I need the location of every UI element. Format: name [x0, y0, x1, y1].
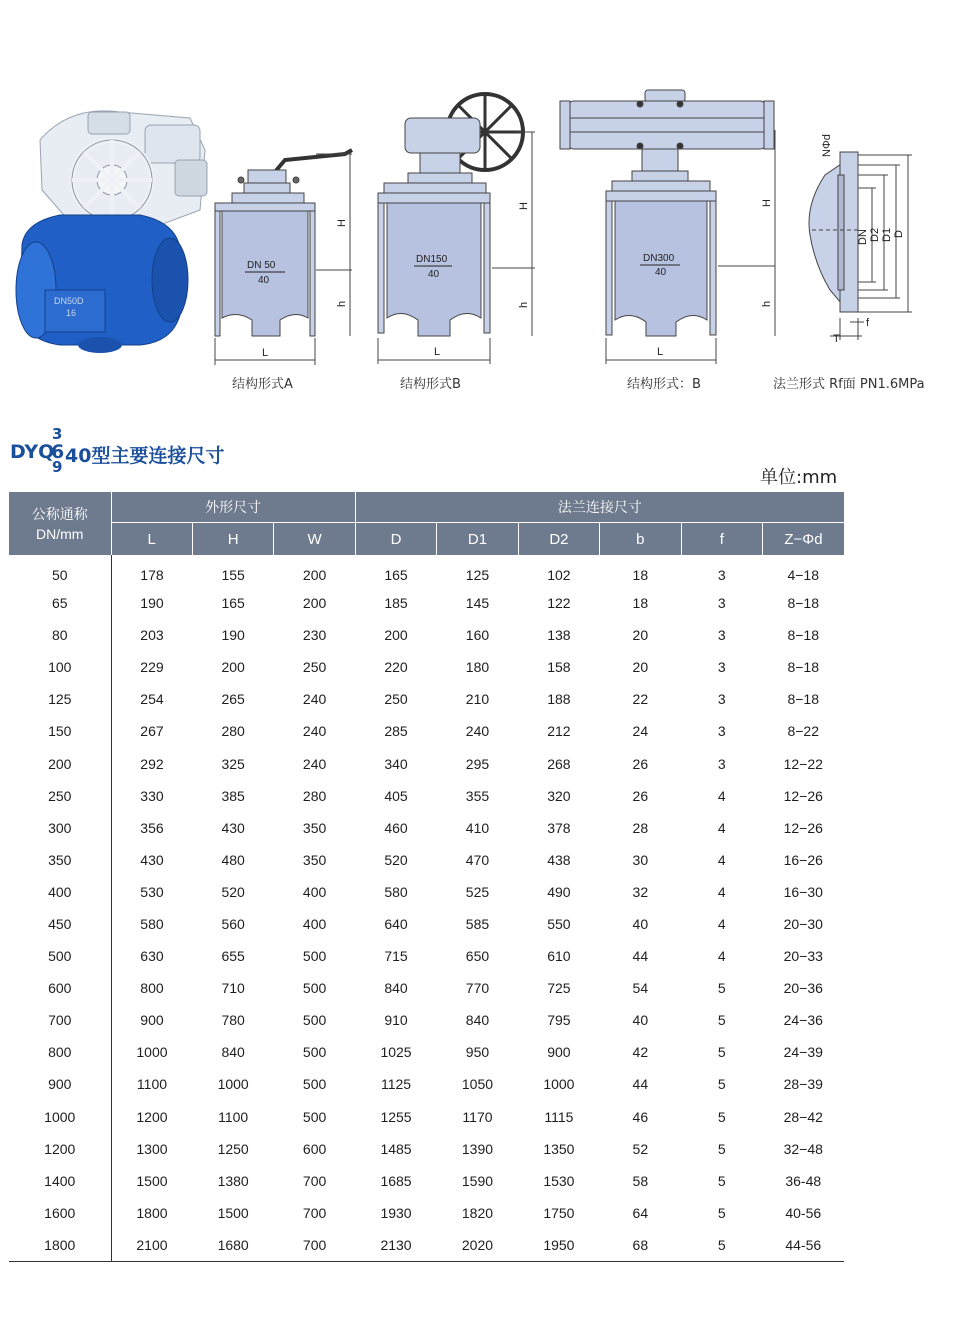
table-cell: 4 [717, 819, 726, 836]
table-cell: 3 [717, 627, 726, 644]
table-cell: 1000 [217, 1076, 249, 1093]
table-cell: 1115 [544, 1108, 574, 1125]
table-cell: 18 [632, 567, 649, 583]
table-cell: 44 [632, 948, 649, 965]
table-cell: 229 [140, 659, 164, 676]
table-row [9, 555, 844, 587]
table-cell: 3 [717, 755, 726, 772]
cell-dn: 900 [9, 1068, 111, 1100]
table-cell: 560 [221, 915, 245, 932]
table-cell: 1500 [217, 1204, 249, 1221]
table-cell: 3 [717, 723, 726, 740]
table-cell: 200 [302, 567, 327, 583]
flange-dn: DN [857, 229, 869, 245]
table-cell: 3 [717, 595, 726, 612]
table-cell: 655 [221, 948, 245, 965]
drawing-structure-b [378, 94, 535, 364]
table-cell: 840 [384, 980, 408, 997]
table-cell: 20−36 [783, 980, 823, 997]
table-cell: 1680 [192, 1229, 273, 1262]
table-cell: 700 [302, 1204, 327, 1221]
table-row [9, 908, 844, 940]
table-cell: 68 [600, 1229, 681, 1262]
table-cell: 725 [547, 980, 571, 997]
table-cell: 520 [384, 851, 408, 868]
table-cell: 188 [547, 691, 571, 708]
table-cell: 356 [140, 819, 164, 836]
table-row [9, 747, 844, 779]
table-cell: 280 [302, 787, 327, 804]
dim-b-h: h [518, 301, 530, 308]
cell-dn: 450 [9, 908, 111, 940]
table-cell: 5 [717, 1012, 726, 1029]
table-cell: 355 [465, 787, 490, 804]
table-cell: 295 [465, 755, 490, 772]
table-cell: 550 [547, 915, 571, 932]
table-cell: 1100 [218, 1108, 249, 1125]
dim-a-h: h [336, 300, 348, 307]
table-row [9, 1004, 844, 1036]
drawing-structure-a [215, 150, 352, 365]
cell-dn: 400 [9, 876, 111, 908]
flange-d: D [893, 230, 905, 238]
table-cell: 165 [221, 595, 245, 612]
table-cell: 20−33 [783, 948, 823, 965]
table-cell: 24−36 [783, 1012, 823, 1029]
table-row [9, 1101, 844, 1133]
table-cell: 138 [547, 627, 571, 644]
table-row [9, 619, 844, 651]
table-cell: 16−26 [783, 851, 823, 868]
dim-c-H: H [761, 199, 773, 207]
flange-n-phi-d: NΦd [821, 134, 833, 157]
table-cell: 2100 [111, 1229, 192, 1262]
table-cell: 1685 [380, 1172, 412, 1189]
table-cell: 240 [302, 755, 327, 772]
table-cell: 36-48 [785, 1172, 822, 1189]
table-cell: 1125 [380, 1076, 412, 1093]
flange-f: f [866, 317, 870, 329]
table-cell: 26 [632, 787, 649, 804]
table-cell: 5 [717, 1108, 726, 1125]
table-cell: 5 [717, 1044, 726, 1061]
dim-b-L: L [434, 346, 441, 358]
table-cell: 178 [140, 567, 164, 583]
cell-dn: 80 [9, 619, 111, 651]
table-cell: 12−22 [783, 755, 823, 772]
table-cell: 525 [465, 883, 490, 900]
table-cell: 165 [384, 567, 408, 583]
table-cell: 200 [302, 595, 327, 612]
table-cell: 155 [221, 567, 245, 583]
table-cell: 240 [302, 723, 327, 740]
table-cell: 8−18 [787, 595, 820, 612]
table-cell: 212 [547, 723, 571, 740]
table-cell: 28−39 [783, 1076, 823, 1093]
table-cell: 8−18 [787, 627, 820, 644]
cell-dn: 300 [9, 812, 111, 844]
table-cell: 710 [221, 980, 245, 997]
cell-dn: 125 [9, 683, 111, 715]
table-cell: 1200 [136, 1108, 168, 1125]
table-cell: 470 [465, 851, 490, 868]
table-cell: 2130 [355, 1229, 436, 1262]
table-cell: 4−18 [787, 567, 820, 583]
table-cell: 210 [465, 691, 490, 708]
table-cell: 64 [632, 1204, 649, 1221]
table-cell: 350 [302, 819, 327, 836]
table-row [9, 972, 844, 1004]
title-stack-bottom: 9 [52, 458, 63, 476]
table-cell: 58 [632, 1172, 649, 1189]
col-header: Z−Φd [763, 523, 845, 556]
table-cell: 340 [384, 755, 408, 772]
table-cell: 28 [632, 819, 649, 836]
cell-dn: 200 [9, 747, 111, 779]
table-cell: 190 [140, 595, 164, 612]
table-cell: 490 [547, 883, 571, 900]
table-cell: 32 [632, 883, 649, 900]
table-row [9, 1036, 844, 1068]
table-row [9, 587, 844, 619]
table-cell: 190 [221, 627, 245, 644]
table-cell: 1500 [136, 1172, 168, 1189]
table-cell: 40 [632, 1012, 649, 1029]
table-cell: 185 [384, 595, 408, 612]
table-cell: 4 [717, 883, 726, 900]
caption-structure-b: 结构形式B [400, 377, 461, 392]
valve-photo [16, 111, 207, 353]
cell-dn: 65 [9, 587, 111, 619]
table-cell: 600 [302, 1140, 327, 1157]
cell-dn: 700 [9, 1004, 111, 1036]
table-cell: 5 [717, 1140, 726, 1157]
table-row [9, 1165, 844, 1197]
cell-dn: 1200 [9, 1133, 111, 1165]
table-cell: 330 [140, 787, 164, 804]
cell-dn: 1000 [9, 1101, 111, 1133]
table-cell: 950 [465, 1044, 490, 1061]
table-cell: 580 [384, 883, 408, 900]
caption-structure-a: 结构形式A [232, 377, 293, 392]
table-row [9, 940, 844, 972]
table-row [9, 780, 844, 812]
table-cell: 405 [384, 787, 408, 804]
drawing-a-pn: 40 [258, 275, 270, 286]
table-cell: 1255 [380, 1108, 412, 1125]
table-cell: 1250 [217, 1140, 249, 1157]
title-rest: 40型主要连接尺寸 [65, 445, 225, 467]
table-cell: 30 [632, 851, 649, 868]
table-cell: 500 [302, 1044, 327, 1061]
table-cell: 250 [302, 659, 327, 676]
cell-dn: 100 [9, 651, 111, 683]
table-cell: 267 [140, 723, 164, 740]
table-cell: 180 [465, 659, 490, 676]
drawing-c-dn: DN300 [643, 253, 675, 264]
table-cell: 22 [632, 691, 649, 708]
table-cell: 480 [221, 851, 245, 868]
drawing-b-pn: 40 [428, 269, 440, 280]
table-cell: 610 [547, 948, 571, 965]
table-cell: 1100 [136, 1076, 168, 1093]
table-cell: 5 [717, 980, 726, 997]
table-cell: 650 [465, 948, 490, 965]
table-cell: 580 [140, 915, 164, 932]
table-cell: 200 [221, 659, 245, 676]
cell-dn: 800 [9, 1036, 111, 1068]
table-cell: 3 [717, 659, 726, 676]
flange-d2: D2 [869, 227, 881, 242]
table-cell: 1025 [380, 1044, 412, 1061]
drawing-a-dn: DN 50 [247, 260, 276, 271]
table-cell: 230 [302, 627, 327, 644]
table-cell: 268 [547, 755, 571, 772]
table-cell: 8−18 [787, 659, 820, 676]
table-cell: 500 [302, 1076, 327, 1093]
table-row [9, 876, 844, 908]
drawing-c-pn: 40 [655, 267, 667, 278]
table-cell: 1170 [462, 1108, 493, 1125]
table-cell: 24−39 [783, 1044, 823, 1061]
table-cell: 1350 [543, 1140, 575, 1157]
table-cell: 8−22 [787, 723, 820, 740]
table-cell: 28−42 [783, 1108, 823, 1125]
col-header: W [274, 523, 355, 556]
drawings-panel [0, 0, 960, 400]
flange-d1: D1 [881, 227, 893, 242]
table-cell: 500 [302, 1012, 327, 1029]
table-row [9, 1068, 844, 1100]
table-cell: 52 [632, 1140, 649, 1157]
table-cell: 500 [302, 948, 327, 965]
table-cell: 1000 [543, 1076, 575, 1093]
title-prefix: DYQ [10, 441, 55, 463]
table-cell: 122 [547, 595, 571, 612]
dim-a-H: H [336, 219, 348, 227]
title-stack-mid: 6 [51, 441, 65, 463]
table-cell: 4 [717, 787, 726, 804]
table-cell: 24 [632, 723, 649, 740]
table-cell: 3 [717, 691, 726, 708]
table-row [9, 1133, 844, 1165]
col-header: b [600, 523, 681, 556]
table-cell: 520 [221, 883, 245, 900]
table-cell: 1950 [518, 1229, 599, 1262]
table-cell: 5 [717, 1076, 726, 1093]
table-cell: 385 [221, 787, 245, 804]
table-cell: 900 [547, 1044, 571, 1061]
table-cell: 1485 [380, 1140, 412, 1157]
table-cell: 1380 [217, 1172, 249, 1189]
table-cell: 32−48 [783, 1140, 823, 1157]
photo-plate-label-2: 16 [66, 308, 77, 318]
dim-c-L: L [657, 346, 664, 358]
header-dn [9, 492, 111, 555]
table-cell: 200 [384, 627, 408, 644]
table-cell: 1300 [136, 1140, 168, 1157]
table-cell: 160 [465, 627, 490, 644]
cell-dn: 50 [9, 555, 111, 587]
unit-label: 单位:mm [760, 467, 838, 488]
table-cell: 460 [384, 819, 408, 836]
table-cell: 5 [681, 1229, 762, 1262]
table-cell: 240 [465, 723, 490, 740]
col-header: D2 [518, 523, 599, 556]
table-cell: 12−26 [783, 819, 823, 836]
cell-dn: 500 [9, 940, 111, 972]
table-cell: 840 [221, 1044, 245, 1061]
cell-dn: 600 [9, 972, 111, 1004]
table-cell: 500 [302, 1108, 327, 1125]
col-header: D1 [437, 523, 518, 556]
table-cell: 1930 [380, 1204, 412, 1221]
table-cell: 910 [384, 1012, 408, 1029]
table-cell: 40-56 [785, 1204, 822, 1221]
table-cell: 1820 [461, 1204, 494, 1221]
table-cell: 220 [384, 659, 408, 676]
table-cell: 585 [465, 915, 490, 932]
col-header: L [111, 523, 192, 556]
table-cell: 1800 [136, 1204, 168, 1221]
table-cell: 400 [302, 915, 327, 932]
table-cell: 42 [632, 1044, 649, 1061]
table-cell: 530 [140, 883, 164, 900]
table-cell: 292 [140, 755, 164, 772]
table-row [9, 844, 844, 876]
table-cell: 800 [140, 980, 164, 997]
drawing-b-dn: DN150 [416, 254, 448, 265]
cell-dn: 350 [9, 844, 111, 876]
table-cell: 700 [302, 1172, 327, 1189]
table-cell: 4 [717, 915, 726, 932]
table-cell: 715 [384, 948, 408, 965]
table-cell: 630 [140, 948, 164, 965]
drawing-structure-c [560, 90, 775, 364]
table-cell: 254 [140, 691, 164, 708]
cell-dn: 150 [9, 715, 111, 747]
table-row [9, 812, 844, 844]
table-row [9, 1229, 844, 1262]
table-cell: 250 [384, 691, 408, 708]
table-cell: 410 [465, 819, 490, 836]
table-cell: 20−30 [783, 915, 823, 932]
table-cell: 44-56 [763, 1229, 845, 1262]
table-cell: 158 [547, 659, 571, 676]
drawing-flange [809, 134, 912, 345]
table-cell: 8−18 [787, 691, 820, 708]
table-cell: 430 [140, 851, 164, 868]
dimensions-table [9, 492, 844, 1262]
cell-dn: 1800 [9, 1229, 111, 1262]
table-cell: 320 [547, 787, 571, 804]
table-cell: 780 [221, 1012, 245, 1029]
table-cell: 4 [717, 948, 726, 965]
table-row [9, 715, 844, 747]
table-cell: 285 [384, 723, 408, 740]
cell-dn: 250 [9, 780, 111, 812]
caption-structure-c: 结构形式：B [627, 377, 701, 392]
col-header: f [681, 523, 762, 556]
table-cell: 5 [717, 1204, 726, 1221]
flange-t: T [833, 333, 840, 345]
dim-b-H: H [518, 202, 530, 210]
table-cell: 4 [717, 851, 726, 868]
table-cell: 54 [632, 980, 649, 997]
table-cell: 640 [384, 915, 408, 932]
table-cell: 1590 [461, 1172, 494, 1189]
table-row [9, 651, 844, 683]
table-cell: 44 [632, 1076, 649, 1093]
table-cell: 16−30 [783, 883, 823, 900]
table-cell: 265 [221, 691, 245, 708]
table-cell: 325 [221, 755, 245, 772]
table-cell: 1050 [461, 1076, 494, 1093]
header-dn-line2: DN/mm [36, 525, 84, 542]
col-header: H [192, 523, 273, 556]
table-cell: 40 [632, 915, 649, 932]
table-cell: 1530 [543, 1172, 575, 1189]
table-cell: 500 [302, 980, 327, 997]
table-cell: 145 [465, 595, 490, 612]
dim-a-L: L [262, 347, 269, 359]
cell-dn: 1400 [9, 1165, 111, 1197]
table-cell: 400 [302, 883, 327, 900]
photo-plate-label: DN50D [54, 296, 84, 306]
table-cell: 20 [632, 659, 649, 676]
dim-c-h: h [761, 300, 773, 307]
header-outline: 外形尺寸 [111, 492, 355, 523]
table-cell: 1750 [543, 1204, 575, 1221]
table-cell: 203 [140, 627, 164, 644]
table-cell: 125 [465, 567, 490, 583]
col-header: D [355, 523, 436, 556]
table-row [9, 683, 844, 715]
table-cell: 795 [547, 1012, 571, 1029]
table-cell: 20 [632, 627, 649, 644]
table-cell: 378 [547, 819, 571, 836]
title-stack-top: 3 [52, 425, 63, 443]
table-cell: 700 [274, 1229, 355, 1262]
table-cell: 102 [547, 567, 571, 583]
header-dn-line1: 公称通称 [31, 505, 88, 522]
caption-flange: 法兰形式 Rf面 PN1.6MPa [773, 377, 925, 392]
table-cell: 280 [221, 723, 245, 740]
table-cell: 430 [221, 819, 245, 836]
table-cell: 900 [140, 1012, 164, 1029]
table-cell: 3 [717, 567, 726, 583]
table-cell: 840 [465, 1012, 490, 1029]
table-cell: 1390 [461, 1140, 494, 1157]
table-cell: 12−26 [783, 787, 823, 804]
header-flange: 法兰连接尺寸 [355, 492, 844, 523]
cell-dn: 1600 [9, 1197, 111, 1229]
table-cell: 770 [465, 980, 490, 997]
table-row [9, 1197, 844, 1229]
table-cell: 5 [717, 1172, 726, 1189]
table-cell: 438 [547, 851, 571, 868]
table-cell: 2020 [437, 1229, 518, 1262]
table-cell: 350 [302, 851, 327, 868]
table-cell: 26 [632, 755, 649, 772]
table-cell: 46 [632, 1108, 649, 1125]
table-cell: 18 [632, 595, 649, 612]
table-cell: 240 [302, 691, 327, 708]
table-cell: 1000 [136, 1044, 168, 1061]
